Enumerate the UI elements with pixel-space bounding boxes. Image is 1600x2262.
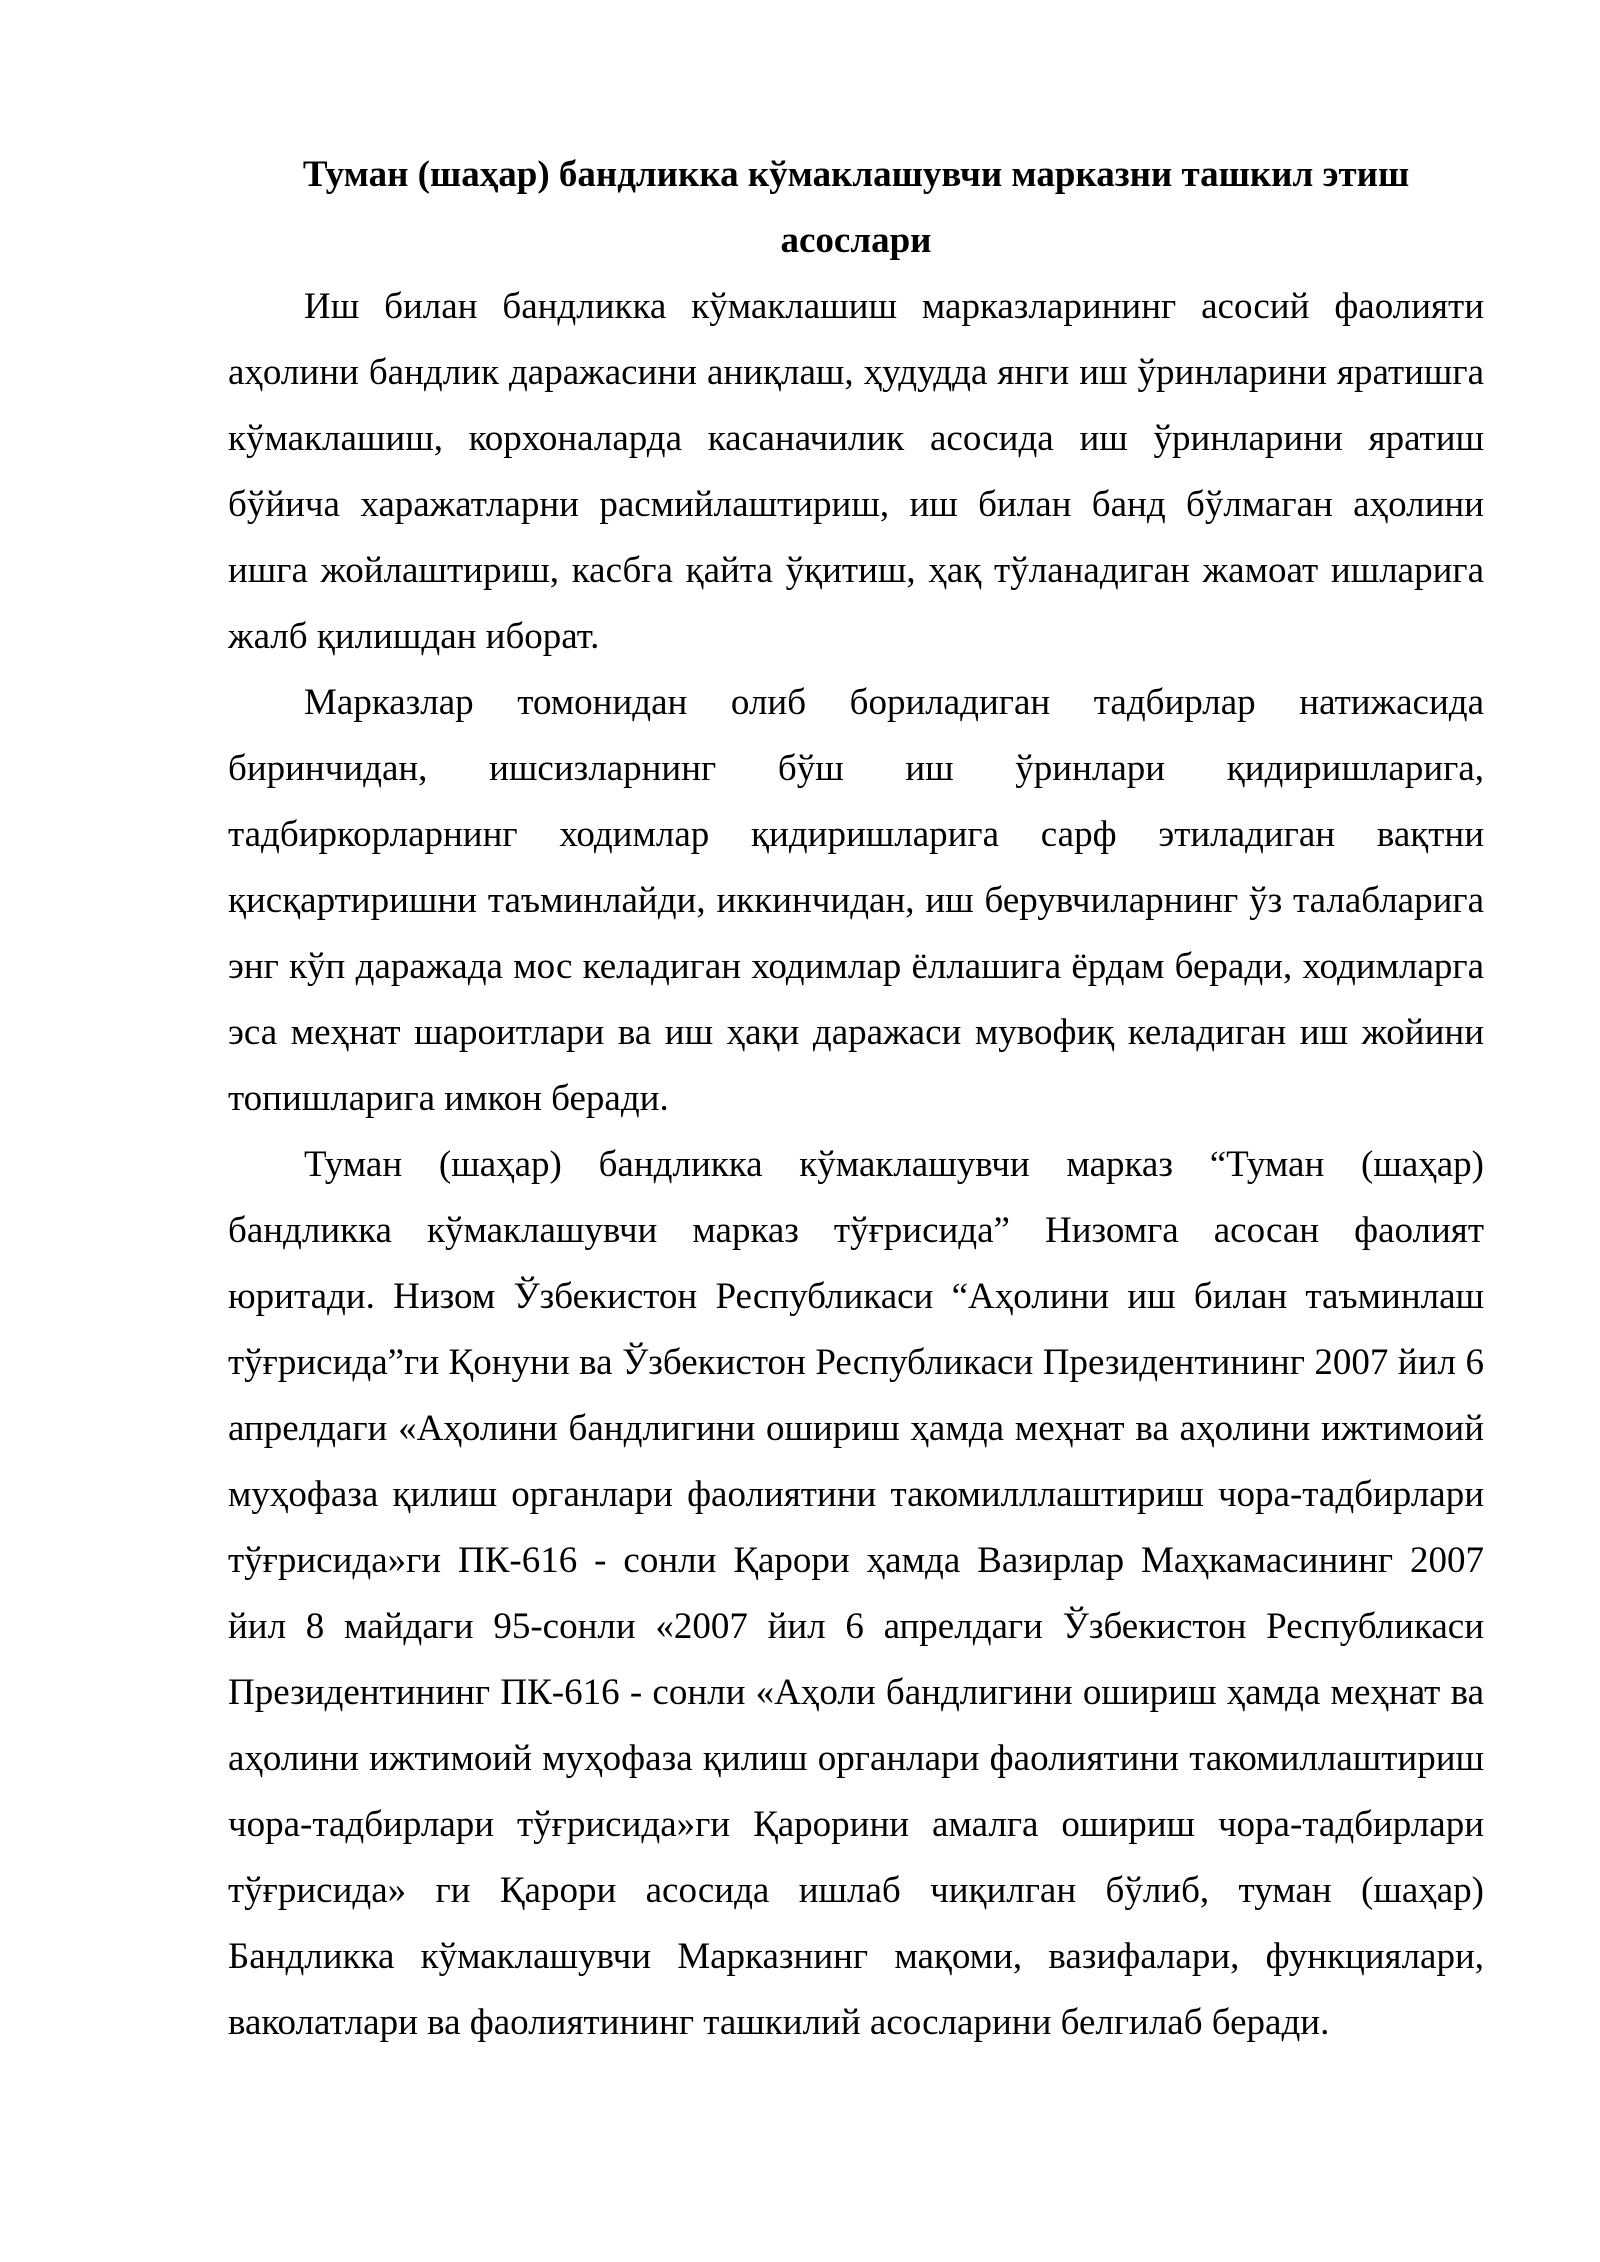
paragraph-3: Туман (шаҳар) бандликка кўмаклашувчи марказ “Туман (шаҳар) бандликка кўмаклашувчи марказ тўғрисида” Низомга асосан фаолият юритади. Низом Ўзбекистон Республикаси “Аҳолини иш билан таъминлаш тўғрисида”ги Қонуни ва Ўзбекистон Республикаси Президентининг 2007 йил 6 апрелдаги «Аҳолини бандлигини ошириш ҳамда меҳнат ва аҳолини ижтимоий муҳофаза қилиш органлари фаолиятини такомилллаштириш чора-тадбирлари тўғрисида»ги ПК-616 - сонли Қарори ҳамда Вазирлар Маҳкамасининг 2007 йил 8 майдаги 95-сонли «2007 йил 6 апрелдаги Ўзбекистон Республикаси Президентининг ПК-616 - сонли «Аҳоли бандлигини ошириш ҳамда меҳнат ва аҳолини ижтимоий муҳофаза қилиш органлари фаолиятини такомиллаштириш чора-тадбирлари тўғрисида»ги Қарорини амалга ошириш чора-тадбирлари тўғрисида» ги Қарори асосида ишлаб чиқилган бўлиб, туман (шаҳар) Бандликка кўмаклашувчи Марказнинг мақоми, вазифалари, функциялари, ваколатлари ва фаолиятининг ташкилий асосларини белгилаб беради. <box>228 1144 1484 2043</box>
paragraph-2: Марказлар томонидан олиб бориладиган тадбирлар натижасида биринчидан, ишсизларнинг бўш иш ўринлари қидиришларига, тадбиркорларнинг ходимлар қидиришларига сарф этиладиган вақтни қисқартиришни таъминлайди, иккинчидан, иш берувчиларнинг ўз талабларига энг кўп даражада мос келадиган ходимлар ёллашига ёрдам беради, ходимларга эса меҳнат шароитлари ва иш ҳақи даражаси мувофиқ келадиган иш жойини топишларига имкон беради. <box>228 682 1484 1119</box>
document-page <box>228 142 1484 2056</box>
paragraph-1: Иш билан бандликка кўмаклашиш марказларининг асосий фаолияти аҳолини бандлик даражасини аниқлаш, ҳудудда янги иш ўринларини яратишга кўмаклашиш, корхоналарда касаначилик асосида иш ўринларини яратиш бўйича харажатларни расмийлаштириш, иш билан банд бўлмаган аҳолини ишга жойлаштириш, касбга қайта ўқитиш, ҳақ тўланадиган жамоат ишларига жалб қилишдан иборат. <box>228 286 1484 657</box>
document-title: Туман (шаҳар) бандликка кўмаклашувчи марказни ташкил этиш асослари <box>302 154 1410 261</box>
